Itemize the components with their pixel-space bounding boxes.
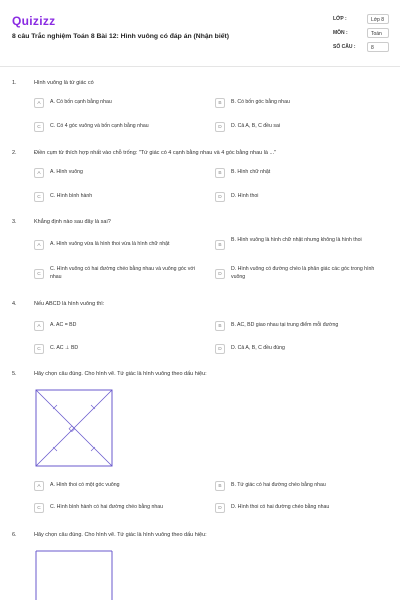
meta-value: Toán bbox=[367, 28, 389, 38]
option-letter: C bbox=[34, 344, 44, 354]
question-number: 2. bbox=[12, 150, 17, 156]
option-text: D. Hình thoi bbox=[231, 193, 259, 199]
option-letter: D bbox=[215, 269, 225, 279]
option-letter: C bbox=[34, 192, 44, 202]
option-text: B. Có bốn góc bằng nhau bbox=[231, 99, 290, 105]
meta-row-count bbox=[333, 42, 388, 53]
meta-label: LỚP : bbox=[333, 16, 347, 22]
option-letter: A bbox=[34, 321, 44, 331]
option-letter: A bbox=[34, 240, 44, 250]
option-letter: A bbox=[34, 168, 44, 178]
option-text: B. Hình vuông là hình chữ nhật nhưng không là hình thoi bbox=[231, 237, 362, 243]
question-text: Khẳng định nào sau đây là sai? bbox=[34, 219, 111, 225]
question-number: 1. bbox=[12, 80, 17, 86]
question-text: Hãy chọn câu đúng. Cho hình vẽ. Tứ giác là hình vuông theo dấu hiệu: bbox=[34, 532, 207, 538]
option-letter: C bbox=[34, 503, 44, 513]
square-figure-partial bbox=[33, 548, 115, 600]
option-text: D. Cả A, B, C đều sai bbox=[231, 123, 281, 129]
option-text: B. Tứ giác có hai đường chéo bằng nhau bbox=[231, 482, 326, 488]
option-letter: D bbox=[215, 122, 225, 132]
quizizz-logo bbox=[12, 14, 55, 28]
meta-label: SỐ CÂU : bbox=[333, 44, 356, 50]
option-text: C. Hình bình hành bbox=[50, 193, 93, 199]
option-letter: B bbox=[215, 98, 225, 108]
option-letter: B bbox=[215, 481, 225, 491]
question-text: Hình vuông là tứ giác có bbox=[34, 80, 94, 86]
meta-row-class bbox=[333, 14, 388, 25]
option-text: C. Có 4 góc vuông và bốn cạnh bằng nhau bbox=[50, 123, 149, 129]
tick-mark bbox=[53, 447, 57, 451]
option-text: C. Hình vuông có hai đường chéo bằng nhau và vuông góc với nhau bbox=[50, 266, 195, 280]
option-letter: B bbox=[215, 321, 225, 331]
option-text: A. Có bốn cạnh bằng nhau bbox=[50, 99, 112, 105]
tick-mark bbox=[53, 405, 57, 409]
meta-value: 8 bbox=[367, 42, 389, 52]
option-text: A. Hình vuông vừa là hình thoi vừa là hình chữ nhật bbox=[50, 241, 170, 247]
question-number: 5. bbox=[12, 371, 17, 377]
tick-mark bbox=[91, 405, 95, 409]
option-text: A. AC = BD bbox=[50, 322, 77, 328]
question-number: 3. bbox=[12, 219, 17, 225]
question-text: Nếu ABCD là hình vuông thì: bbox=[34, 301, 105, 307]
tick-mark bbox=[91, 447, 95, 451]
option-text: C. AC ⊥ BD bbox=[50, 345, 79, 351]
option-letter: D bbox=[215, 503, 225, 513]
option-letter: B bbox=[215, 168, 225, 178]
worksheet-title: 8 câu Trắc nghiệm Toán 8 Bài 12: Hình vuông có đáp án (Nhận biết) bbox=[12, 33, 230, 40]
meta-value: Lớp 8 bbox=[367, 14, 389, 24]
question-text: Hãy chọn câu đúng. Cho hình vẽ. Tứ giác là hình vuông theo dấu hiệu: bbox=[34, 371, 207, 377]
option-text: A. Hình thoi có một góc vuông bbox=[50, 482, 120, 488]
option-letter: D bbox=[215, 344, 225, 354]
option-text: B. Hình chữ nhật bbox=[231, 169, 271, 175]
option-text: C. Hình bình hành có hai đường chéo bằng nhau bbox=[50, 504, 164, 510]
option-letter: A bbox=[34, 481, 44, 491]
worksheet-header bbox=[0, 0, 400, 70]
question-text: Điền cụm từ thích hợp nhất vào chỗ trống: "Tứ giác có 4 cạnh bằng nhau và 4 góc bằng nhau là ..." bbox=[34, 150, 277, 156]
option-text: D. Hình vuông có đường chéo là phân giác các góc trong hình vuông bbox=[231, 266, 375, 280]
option-letter: A bbox=[34, 98, 44, 108]
header-divider bbox=[0, 66, 400, 67]
meta-row-subject bbox=[333, 28, 388, 39]
option-text: D. Hình thoi có hai đường chéo bằng nhau bbox=[231, 504, 330, 510]
option-letter: D bbox=[215, 192, 225, 202]
option-letter: B bbox=[215, 240, 225, 250]
square-diagonals-figure bbox=[33, 387, 115, 469]
option-text: D. Cả A, B, C đều đúng bbox=[231, 345, 285, 351]
option-letter: C bbox=[34, 269, 44, 279]
option-text: A. Hình vuông bbox=[50, 169, 83, 175]
question-number: 4. bbox=[12, 301, 17, 307]
option-text: B. AC, BD giao nhau tại trung điểm mỗi đường bbox=[231, 322, 339, 328]
question-number: 6. bbox=[12, 532, 17, 538]
logo-text: Quizizz bbox=[12, 14, 56, 28]
option-letter: C bbox=[34, 122, 44, 132]
meta-label: MÔN : bbox=[333, 30, 348, 36]
